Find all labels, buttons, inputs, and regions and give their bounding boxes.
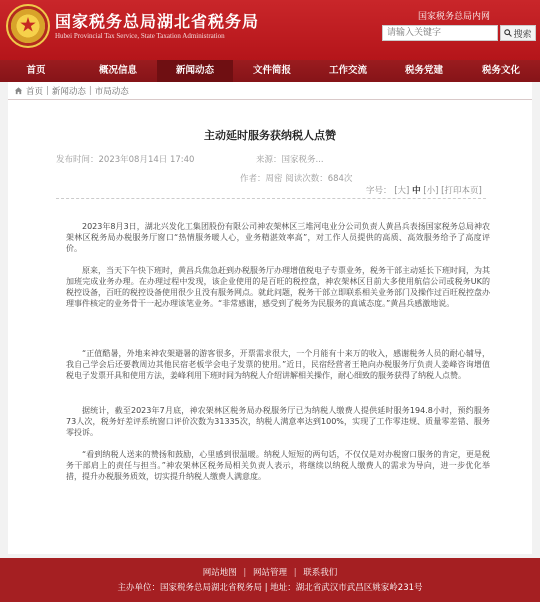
nav-item-overview[interactable]: 概况信息 (98, 65, 137, 76)
meta-divider (56, 198, 486, 199)
nav-item-culture[interactable]: 税务文化 (481, 65, 520, 76)
search-icon (504, 29, 512, 37)
font-size-small[interactable]: [小] (423, 186, 439, 196)
search-input[interactable] (382, 25, 498, 41)
site-footer (0, 558, 540, 602)
breadcrumb-home[interactable]: 首页 (26, 86, 44, 97)
footer-address: 地址：湖北省武汉市武昌区姚家岭231号 (270, 583, 423, 593)
publish-time: 发布时间：2023年08月14日 17:40 (56, 155, 195, 165)
print-page-link[interactable]: [打印本页] (441, 186, 482, 196)
intranet-link[interactable]: 国家税务总局内网 (418, 12, 491, 22)
main-nav (0, 60, 540, 82)
footer-info (0, 581, 540, 593)
font-size-medium[interactable]: 中 (412, 186, 421, 196)
site-title[interactable]: 国家税务总局湖北省税务局 (55, 12, 260, 31)
article-paragraph: “正值酷暑，外地来神农架避暑的游客很多，开票需求很大，一个月能有十来万的收入，感谢税务人员的耐心辅导，我自己学会后还要教周边其他民宿老板学会电子发票的使用。”近日，民宿经营者王艳向办税服务厅负责人姜峰咨询增值税电子发票开具和使用方法，姜峰利用下班时间为纳税人介绍讲解相关操作，耐心细致的服务获得了纳税人点赞。 (66, 349, 490, 380)
site-header (0, 0, 540, 60)
nav-item-party-building[interactable]: 税务党建 (404, 65, 443, 76)
breadcrumb-news[interactable]: 新闻动态 (51, 86, 86, 97)
content-panel (8, 82, 532, 554)
article-author-views: 作者：周密 阅读次数：684次 (240, 174, 353, 184)
font-size-label: 字号： (366, 186, 392, 196)
footer-link-sitemap[interactable]: 网站地图 (202, 568, 237, 578)
font-size-controls (366, 184, 482, 196)
breadcrumb (8, 82, 532, 100)
footer-separator: | (264, 583, 268, 593)
breadcrumb-separator: | (46, 85, 49, 96)
nav-item-news[interactable]: 新闻动态 (157, 60, 233, 82)
footer-link-contact[interactable]: 联系我们 (303, 568, 338, 578)
site-subtitle: Hubei Provincial Tax Service, State Taxation Administration (55, 32, 225, 40)
footer-separator: | (243, 568, 247, 578)
article-title: 主动延时服务获纳税人点赞 (204, 129, 336, 142)
nav-item-home[interactable]: 首页 (26, 65, 46, 76)
breadcrumb-separator: | (88, 85, 92, 96)
breadcrumb-city-news[interactable]: 市局动态 (94, 86, 129, 97)
search-button-label: 搜索 (513, 29, 532, 40)
footer-link-admin[interactable]: 网站管理 (252, 568, 287, 578)
article-paragraph: 2023年8月3日，湖北兴发化工集团股份有限公司神农架林区三堆河电业分公司负责人黄昌兵表扬国家税务总局神农架林区税务局办税服务厅窗口“热情服务暖人心，业务精湛效率高”，对工作人员提供的高质、高效服务给予了高度评价。 (66, 222, 490, 253)
article-paragraph: 据统计，截至2023年7月底，神农架林区税务局办税服务厅已为纳税人缴费人提供延时服务194.8小时，预约服务73人次，税务好差评系统窗口评价次数为31335次，纳税人满意率达到100%，实现了工作零违规、质量零差错、服务零投诉。 (66, 406, 490, 437)
home-icon (14, 86, 23, 95)
search-button[interactable] (500, 25, 536, 41)
article-paragraph: 原来，当天下午快下班时，黄昌兵焦急赶到办税服务厅办理增值税电子专票业务，税务干部主动延长下班时间，为其加班完成业务办理。在办理过程中发现，该企业使用的是百旺的税控盘，神农架林区目前大多使用航信公司或税务UK的税控设备，百旺的税控设备使用很少且没有服务网点。就此问题，税务干部立即联系相关业务部门及操作过百旺税控盘办理事件核定的业务骨干一起办理该笔业务。“非常感谢，感受到了税务为民服务的真诚态度。”黄昌兵感激地说。 (66, 266, 490, 308)
footer-separator: | (293, 568, 297, 578)
tax-emblem-icon (6, 4, 50, 48)
article-paragraph: “看到纳税人送来的赞扬和鼓励，心里感到很温暖。纳税人短短的两句话，不仅仅是对办税窗口服务的肯定，更是税务干部肩上的责任与担当。”神农架林区税务局相关负责人表示，将继续以纳税人缴费人的需求为导向，进一步优化举措，提升办税服务质效，切实提升纳税人缴费人满意度。 (66, 450, 490, 481)
nav-item-documents[interactable]: 文件简报 (252, 65, 291, 76)
nav-item-work-exchange[interactable]: 工作交流 (328, 65, 367, 76)
footer-sponsor: 主办单位：国家税务总局湖北省税务局 (117, 583, 262, 593)
font-size-large[interactable]: [大] (394, 186, 410, 196)
footer-links (0, 566, 540, 578)
article-source: 来源：国家税务... (256, 155, 324, 165)
